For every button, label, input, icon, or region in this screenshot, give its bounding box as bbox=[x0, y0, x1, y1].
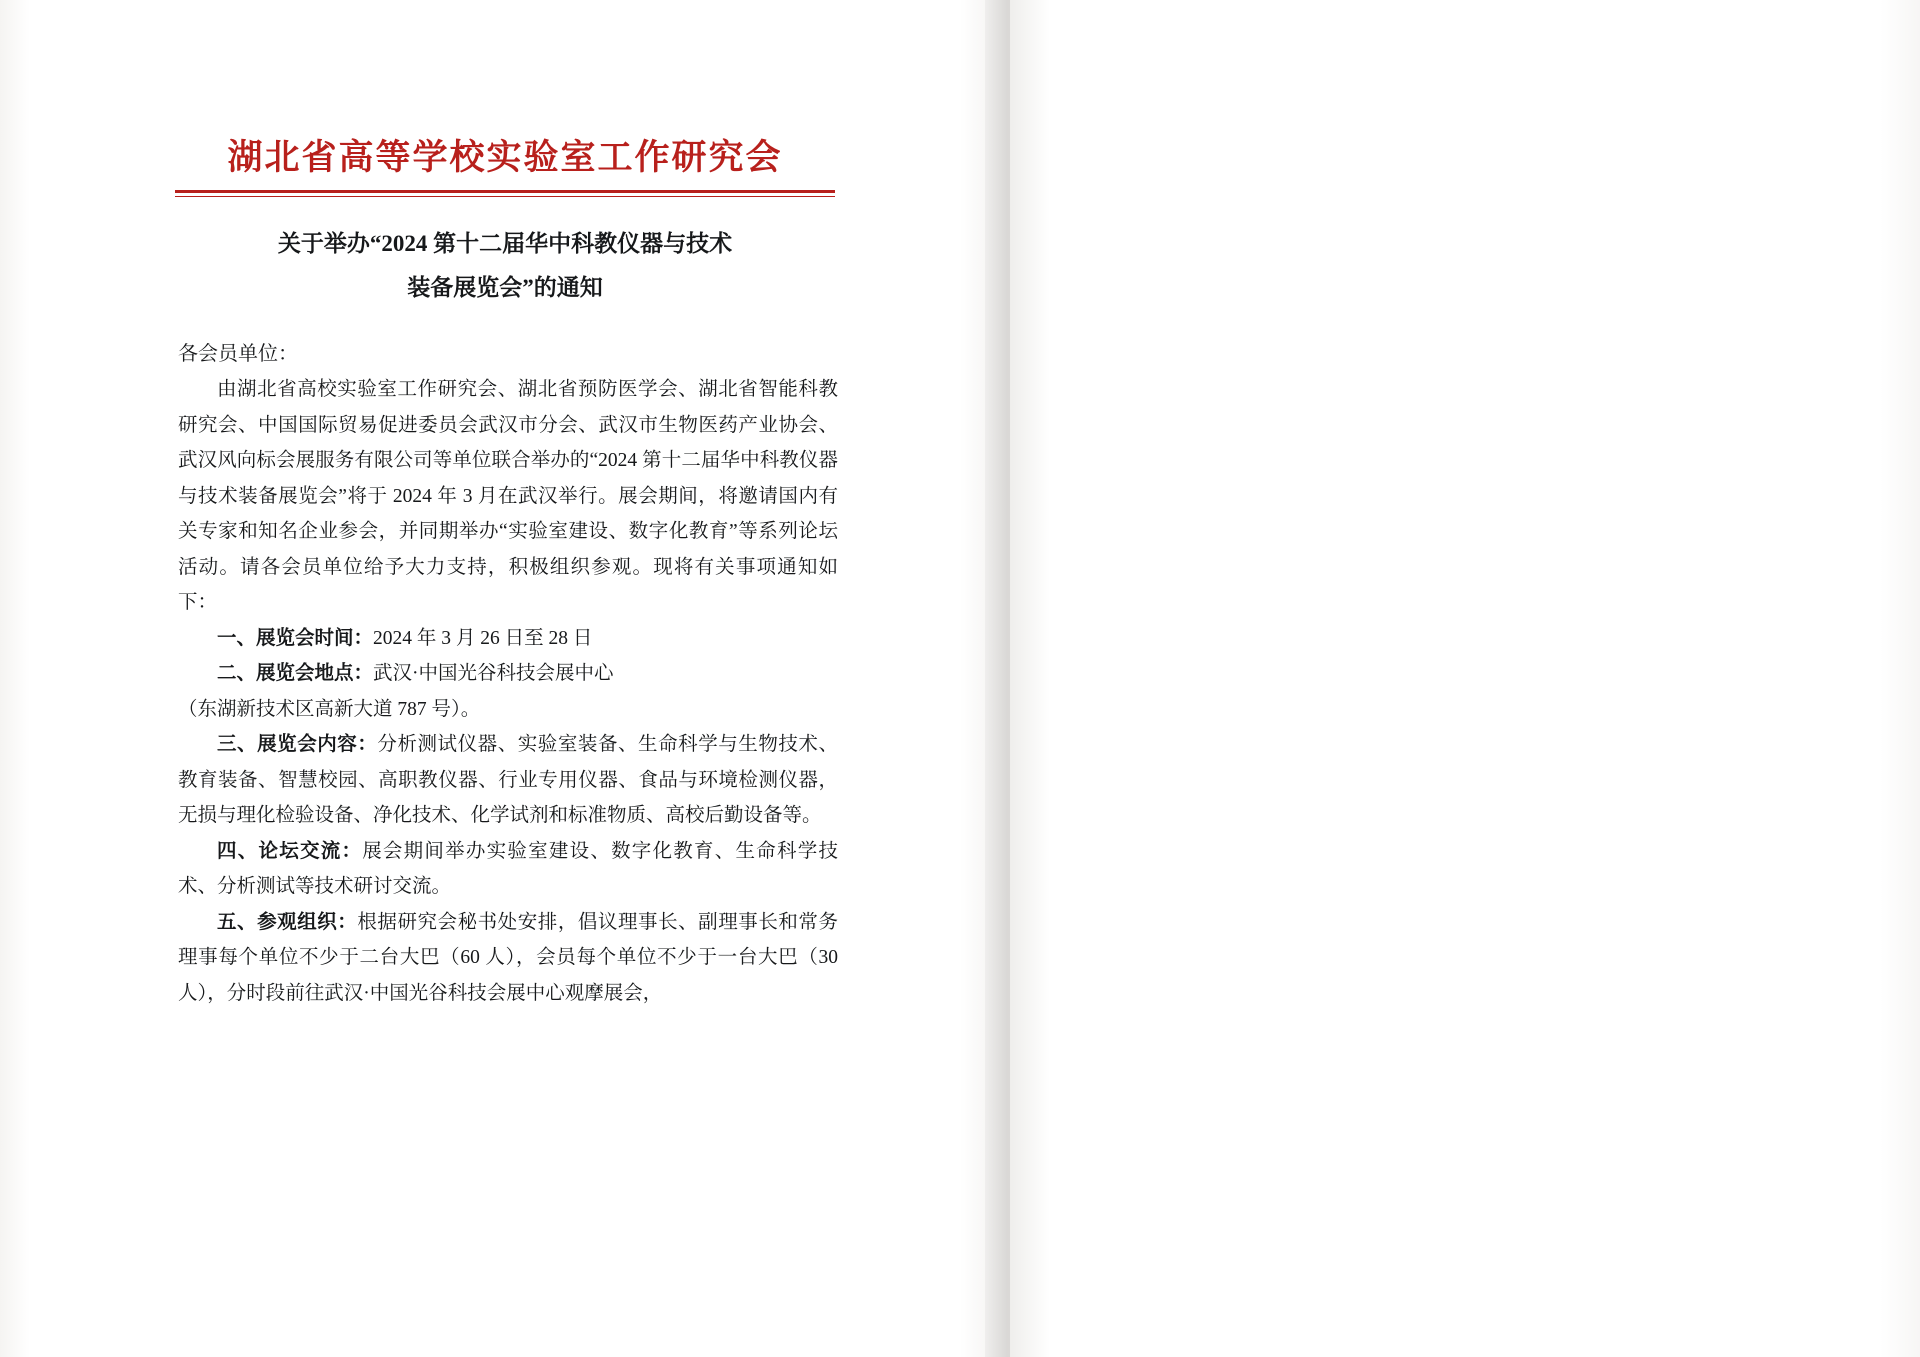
letterhead bbox=[175, 130, 835, 197]
letterhead-rule-thick bbox=[175, 190, 835, 193]
item-1-text: 2024 年 3 月 26 日至 28 日 bbox=[373, 627, 593, 649]
item-3-label: 三、展览会内容： bbox=[217, 734, 378, 755]
item-2-sub-text: （东湖新技术区高新大道 787 号）。 bbox=[178, 698, 481, 720]
salutation: 各会员单位： bbox=[178, 343, 298, 365]
doc-title-line2: 装备展览会”的通知 bbox=[407, 275, 603, 300]
document-page-right bbox=[1010, 0, 1920, 1357]
item-5 bbox=[178, 905, 838, 1012]
item-4-text: 展会期间举办实验室建设、数字化教育、生命科学技术、分析测试等技术研讨交流。 bbox=[178, 840, 838, 897]
body-left bbox=[178, 372, 838, 1011]
intro-paragraph: 由湖北省高校实验室工作研究会、湖北省预防医学会、湖北省智能科教研究会、中国国际贸易促进委员会武汉市分会、武汉市生物医药产业协会、武汉风向标会展服务有限公司等单位联合举办的“2024 第十二届华中科教仪器与技术装备展览会”将于 2024 年 3 月在武汉举行。展会期间，将邀请国内有关专家和知名企业参会，并同期举办“实验室建设、数字化教育”等系列论坛活动。请各会员单位给予大力支持，积极组织参观。现将有关事项通知如下： bbox=[178, 379, 838, 613]
item-2-label: 二、展览会地点： bbox=[217, 663, 374, 684]
item-3-text: 分析测试仪器、实验室装备、生命科学与生物技术、教育装备、智慧校园、高职教仪器、行业专用仪器、食品与环境检测仪器，无损与理化检验设备、净化技术、化学试剂和标准物质、高校后勤设备等。 bbox=[178, 734, 838, 826]
doc-title-line1: 关于举办“2024 第十二届华中科教仪器与技术 bbox=[277, 231, 733, 256]
item-3 bbox=[178, 727, 838, 834]
page-title bbox=[175, 222, 835, 310]
letterhead-rule-thin bbox=[175, 196, 835, 197]
item-5-label: 五、参观组织： bbox=[217, 911, 358, 933]
letterhead-title: 湖北省高等学校实验室工作研究会 bbox=[227, 138, 783, 177]
item-1-label: 一、展览会时间： bbox=[217, 627, 374, 649]
item-1 bbox=[178, 621, 838, 657]
item-2 bbox=[178, 656, 838, 692]
item-4 bbox=[178, 834, 838, 905]
item-5-text: 根据研究会秘书处安排，倡议理事长、副理事长和常务理事每个单位不少于二台大巴（60 人），会员每个单位不少于一台大巴（30 人），分时段前往武汉·中国光谷科技会展中心观摩展会， bbox=[178, 911, 838, 1004]
item-2-sub bbox=[178, 692, 838, 728]
item-4-label: 四、论坛交流： bbox=[217, 840, 363, 862]
item-2-text: 武汉·中国光谷科技会展中心 bbox=[373, 663, 614, 684]
